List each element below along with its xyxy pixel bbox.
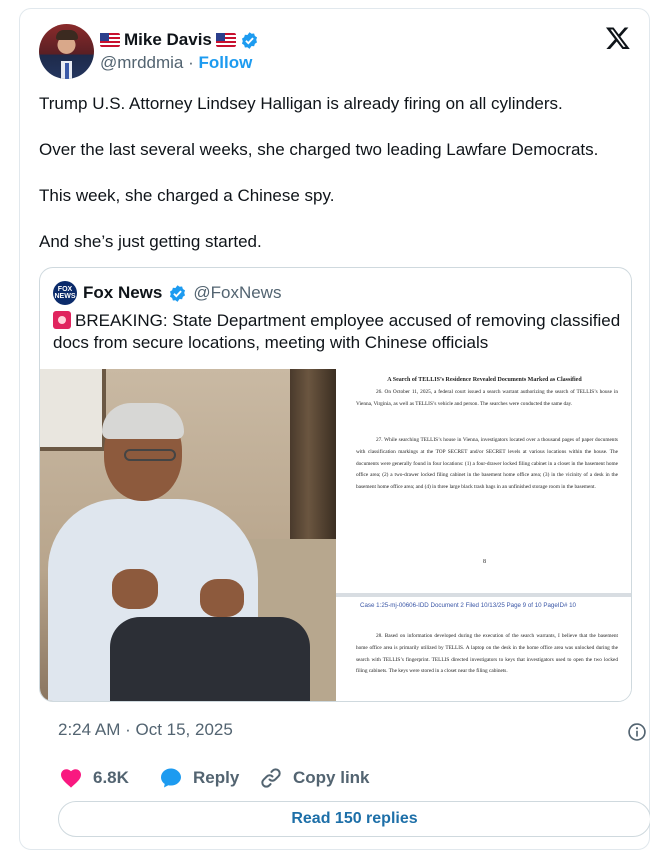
document-page-divider (336, 593, 632, 597)
quoted-tweet-text (53, 310, 623, 354)
tweet-paragraph: Over the last several weeks, she charged two leading Lawfare Democrats. (39, 140, 599, 159)
verified-badge-icon (168, 284, 187, 303)
copy-link-button[interactable] (259, 766, 370, 790)
us-flag-icon (216, 33, 236, 47)
quoted-tweet-header (53, 281, 281, 305)
author-avatar[interactable] (39, 24, 94, 79)
photo-person-pants (110, 617, 310, 702)
photo-window (40, 369, 106, 451)
tweet-paragraph: And she’s just getting started. (39, 232, 262, 251)
separator-dot: · (188, 53, 194, 72)
author-name[interactable]: Mike Davis (124, 30, 212, 49)
like-button[interactable] (59, 766, 159, 790)
tweet-timestamp[interactable]: 2:24 AM · Oct 15, 2025 (58, 720, 233, 739)
avatar-hair (56, 30, 78, 40)
info-icon[interactable] (627, 722, 647, 742)
reply-button[interactable] (159, 766, 259, 790)
photo-person-hair (102, 403, 184, 439)
quoted-text-content: BREAKING: State Department employee accused of removing classified docs from secure locations, meeting with Chinese officials (53, 311, 621, 352)
quoted-document-image[interactable] (336, 369, 632, 702)
quoted-author-handle[interactable]: @FoxNews (193, 283, 282, 302)
photo-person-glasses (124, 449, 176, 461)
siren-icon (53, 311, 71, 329)
copy-link-label: Copy link (293, 768, 370, 787)
document-page-number: 8 (483, 559, 486, 565)
author-handle[interactable]: @mrddmia (100, 53, 184, 72)
tweet-paragraph: This week, she charged a Chinese spy. (39, 186, 335, 205)
author-line (100, 29, 259, 51)
avatar-tie (65, 63, 69, 79)
quoted-photo[interactable] (40, 369, 336, 702)
fox-news-logo[interactable]: FOX NEWS (53, 281, 77, 305)
quoted-author-name[interactable]: Fox News (83, 283, 163, 302)
reply-label: Reply (193, 768, 240, 787)
document-title: A Search of TELLIS’s Residence Revealed Documents Marked as Classified (387, 377, 582, 383)
tweet-paragraph: Trump U.S. Attorney Lindsey Halligan is already firing on all cylinders. (39, 94, 563, 113)
photo-person-hand (200, 579, 244, 617)
quoted-tweet[interactable] (39, 267, 632, 702)
like-count: 6.8K (93, 768, 129, 787)
follow-button[interactable]: Follow (198, 53, 253, 72)
us-flag-icon (100, 33, 120, 47)
photo-person-hand (112, 569, 158, 609)
document-paragraph: 26. On October 11, 2025, a federal court issued a search warrant authorizing the search of TELLIS’s house in Vienna, Virginia, as well as TELLIS’s vehicle and person. The searches were conducted the same day. (356, 389, 618, 407)
tweet-body (39, 93, 629, 277)
read-replies-button[interactable]: Read 150 replies (58, 801, 650, 837)
speech-bubble-icon (159, 766, 183, 790)
handle-line (100, 53, 252, 73)
document-case-footer: Case 1:25-mj-00606-IDD Document 2 Filed 10/13/25 Page 9 of 10 PageID# 10 (360, 602, 577, 609)
verified-badge-icon (240, 31, 259, 50)
tweet-card (19, 8, 650, 850)
document-paragraph: 27. While searching TELLIS’s house in Vienna, investigators located over a thousand pages of paper documents with classification markings at the TOP SECRET and/or SECRET levels at various locations within the house. The documents were generally found in four locations: (1) a four-drawer locked filing cabinet in a closet in the basement home office area; (2) a two-drawer locked filing cabinet in the basement home office area; (3) in the vicinity of a desk in the basement home office area; and (4) in three large black trash bags in an unfinished storage room in the basement. (356, 437, 618, 491)
action-bar (59, 766, 370, 790)
x-logo-icon[interactable] (605, 25, 631, 51)
heart-icon (59, 766, 83, 790)
document-paragraph: 28. Based on information developed during the execution of the search warrants, I believe that the basement home office area is primarily utilized by TELLIS. A laptop on the desk in the home office area was unlocked during the search with TELLIS’s fingerprint. TELLIS directed investigators to keys that investigators used to open the two locked filing cabinets. The keys were stored in a closet near the filing cabinets. (356, 633, 618, 675)
link-icon (259, 766, 283, 790)
